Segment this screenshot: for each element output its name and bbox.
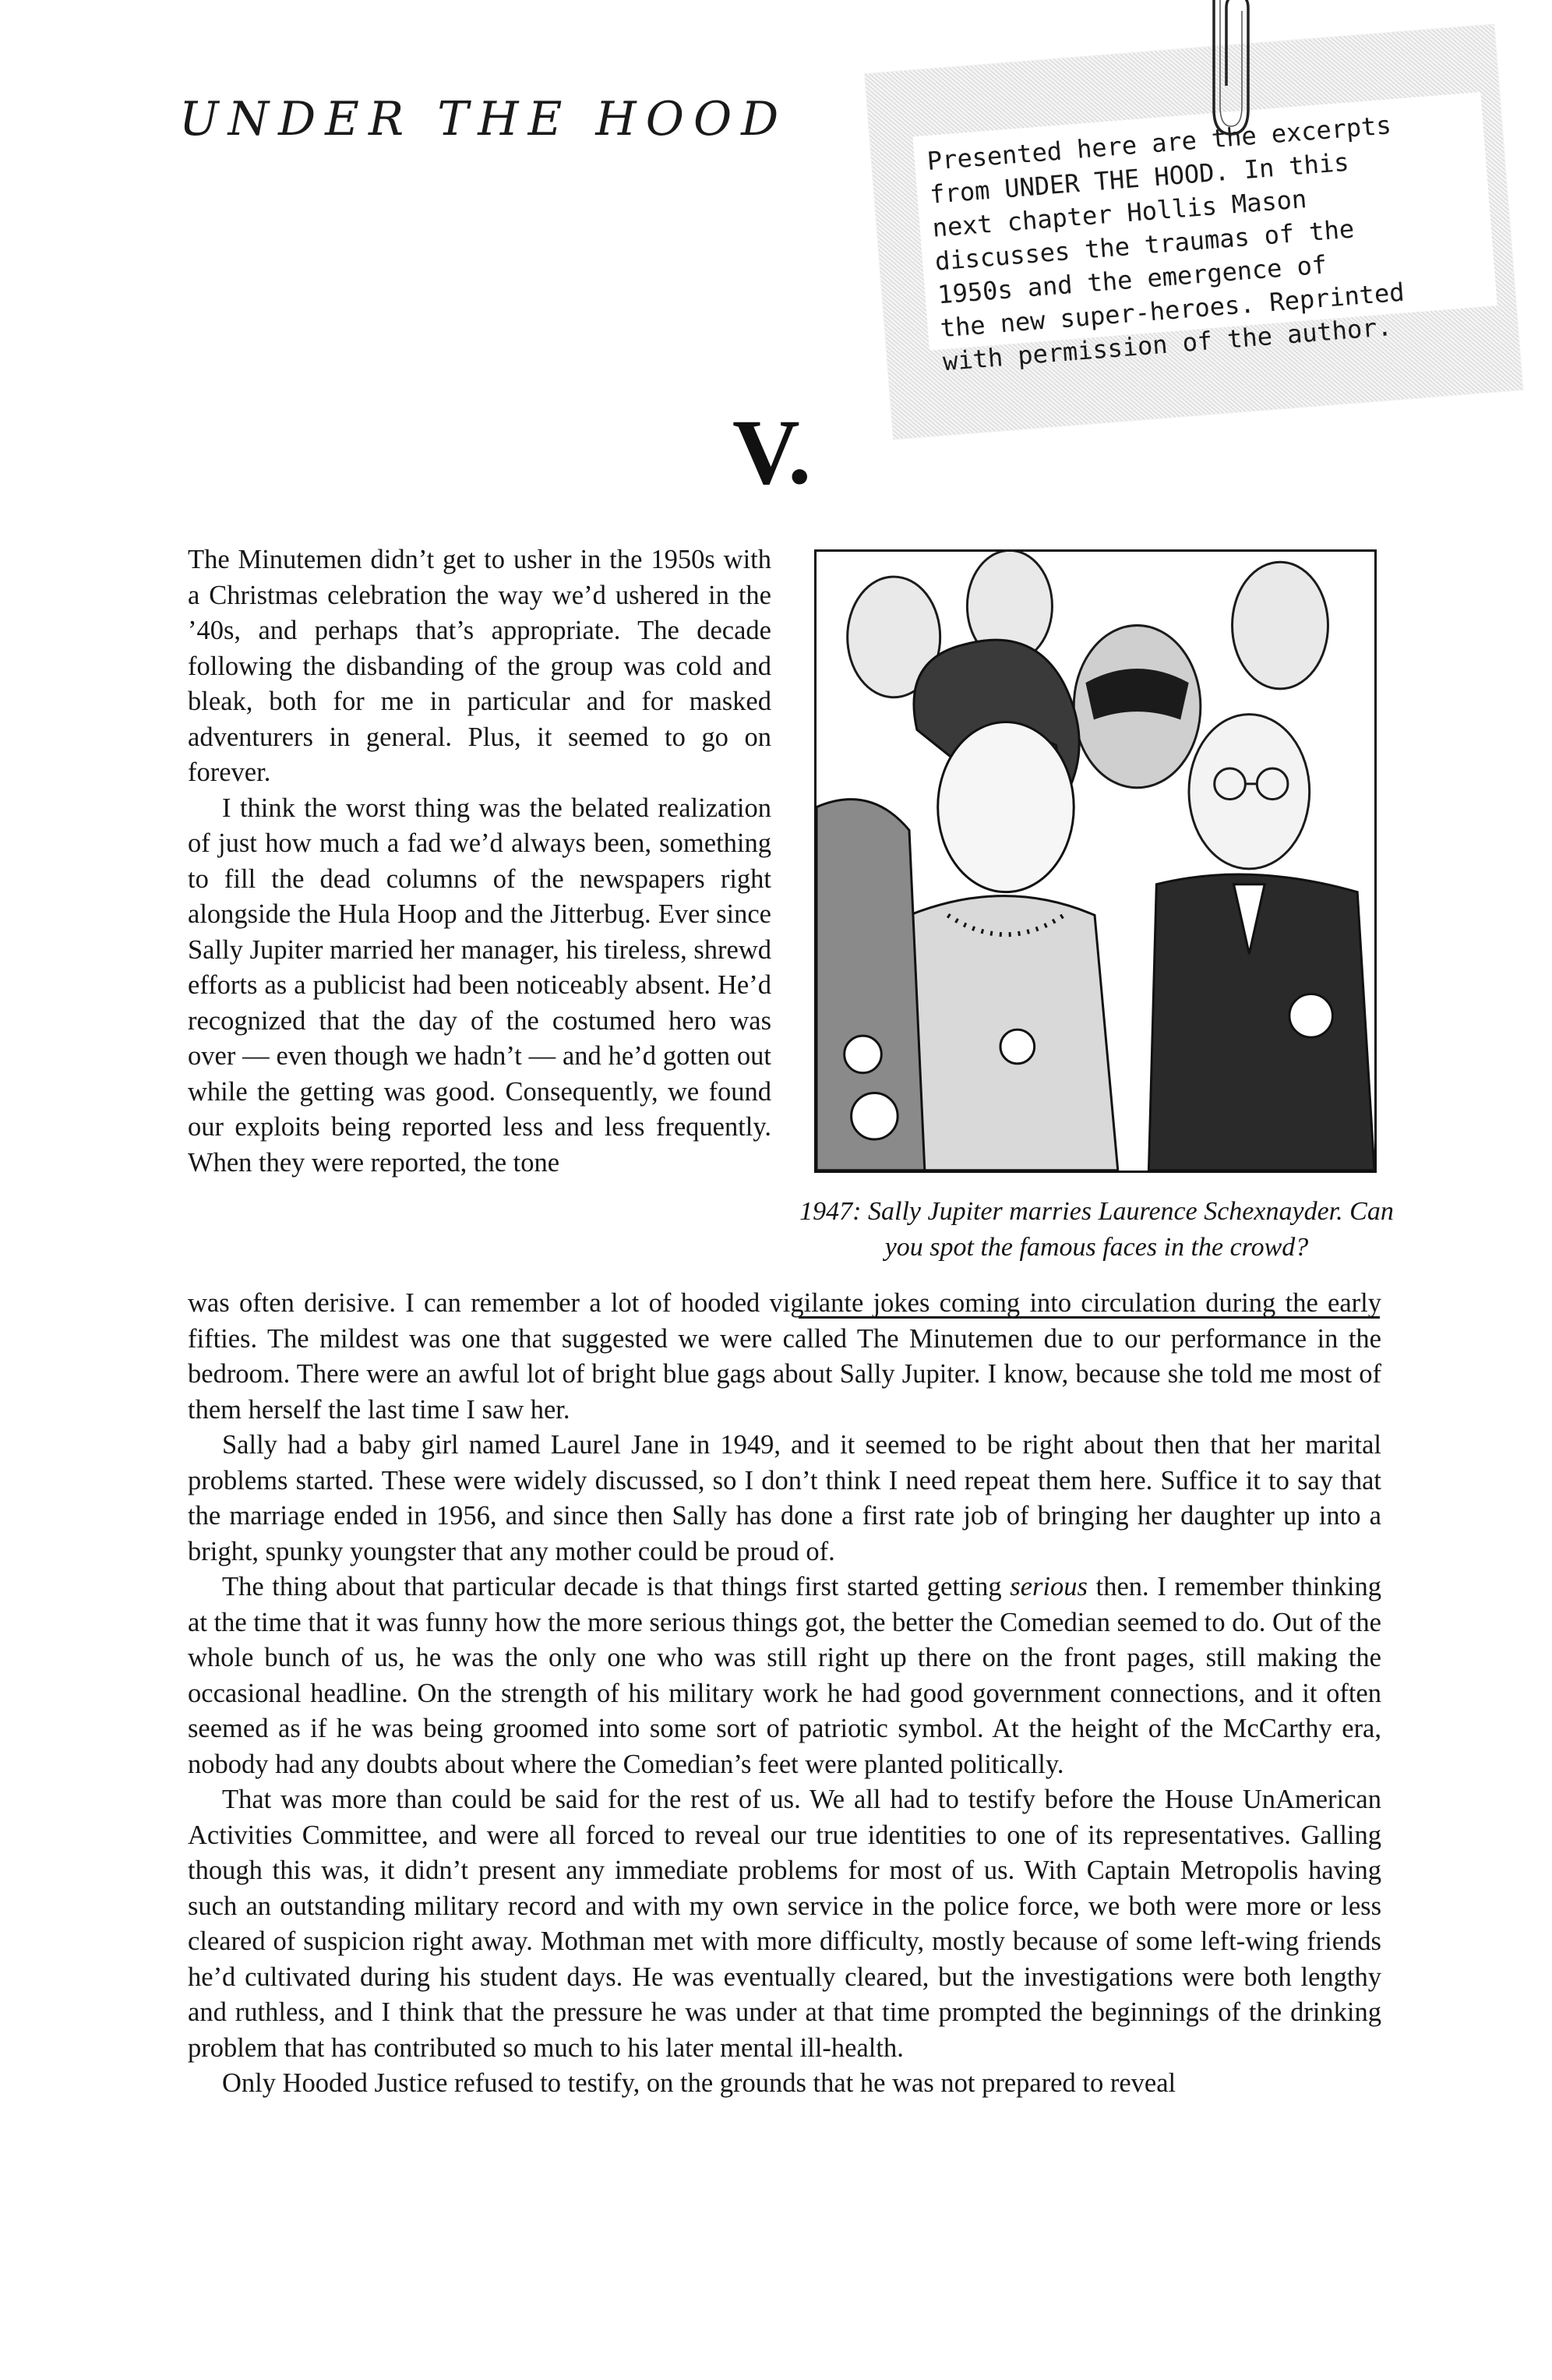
body-paragraph: Sally had a baby girl named Laurel Jane in 1949, and it seemed to be right about then that her marital problems started. These were widely discussed, so I don’t think I need repeat them here. Suffice it to say that the marriage ended in 1956, and since then Sally has done a first rate job of bringing her daughter up into a bright, spunky youngster that any mother could be proud of. — [188, 1430, 1381, 1566]
body-paragraph — [188, 1570, 1381, 1782]
body-paragraph: The Minutemen didn’t get to usher in the 1950s with a Christmas celebration the way we’d ushered in the ’40s, and perhaps that’s appropriate. The decade following the disbanding of the group was cold and bleak, both for me in particular and for masked adventurers in general. Plus, it seemed to go on forever. — [188, 545, 771, 787]
figure-caption: 1947: Sally Jupiter marries Laurence Schexnayder. Can you spot the famous faces in the crowd? — [799, 1197, 1394, 1262]
left-column-text — [188, 542, 771, 1181]
body-paragraph: was often derisive. I can remember a lot of hooded vigilante jokes coming into circulation during the early fifties. The mildest was one that suggested we were called The Minutemen due to our performance in the bedroom. There were an awful lot of bright blue gags about Sally Jupiter. I know, because she told me most of them herself the last time I saw her. — [188, 1288, 1381, 1425]
paper-clip-icon — [1192, 0, 1262, 140]
body-paragraph: That was more than could be said for the rest of us. We all had to testify before the House UnAmerican Activities Committee, and were all forced to reveal our true identities to one of its representatives. Galling though this was, it didn’t present any immediate problems for most of us. With Captain Metropolis having such an outstanding military record and with my own service in the police force, we both were more or less cleared of suspicion right away. Mothman met with more difficulty, mostly because of some left-wing friends he’d cultivated during his student days. He was eventually cleared, but the investigations were both lengthy and ruthless, and I think that the pressure he was under at that time prompted the beginnings of the drinking problem that has contributed so much to his later mental ill-health. — [188, 1785, 1381, 2063]
paragraph-text: The thing about that particular decade is that things first started getting — [222, 1572, 1011, 1601]
body-paragraph: I think the worst thing was the belated realization of just how much a fad we’d always been, something to fill the dead columns of the newspapers right alongside the Hula Hoop and the Jitterbug. Ever since Sally Jupiter married her manager, his tireless, shrewd efforts as a publicist had been noticeably absent. He’d recognized that the day of the costumed hero was over — even though we hadn’t — and he’d gotten out while the getting was good. Consequently, we found our exploits being reported less and less frequently. When they were reported, the tone — [188, 793, 771, 1178]
chapter-number: V. — [732, 400, 812, 503]
page-header-title: UNDER THE HOOD — [179, 92, 788, 147]
note-text: Presented here are the excerpts from UNDER THE HOOD. In this next chapter Hollis Mason discusses the traumas of the 1950s and the emergence of the new super-heroes. Reprinted with permission of the author. — [926, 110, 1406, 377]
paragraph-text: then. I remember thinking at the time that it was funny how the more serious things got, the better the Comedian seemed to do. Out of the whole bunch of us, he was the only one who was still right up there on the front pages, still making the occasional headline. On the strength of his military work he had good government connections, and it often seemed as if he was being groomed into some sort of patriotic symbol. At the height of the McCarthy era, nobody had any doubts about where the Comedian’s feet were planted politically. — [188, 1572, 1381, 1779]
illustration-drawing — [817, 552, 1374, 1171]
wedding-crowd-illustration — [814, 549, 1377, 1173]
full-width-text — [188, 1286, 1381, 2102]
body-paragraph: Only Hooded Justice refused to testify, on the grounds that he was not prepared to reveal — [222, 2068, 1176, 2098]
emphasis-word: serious — [1010, 1572, 1088, 1601]
